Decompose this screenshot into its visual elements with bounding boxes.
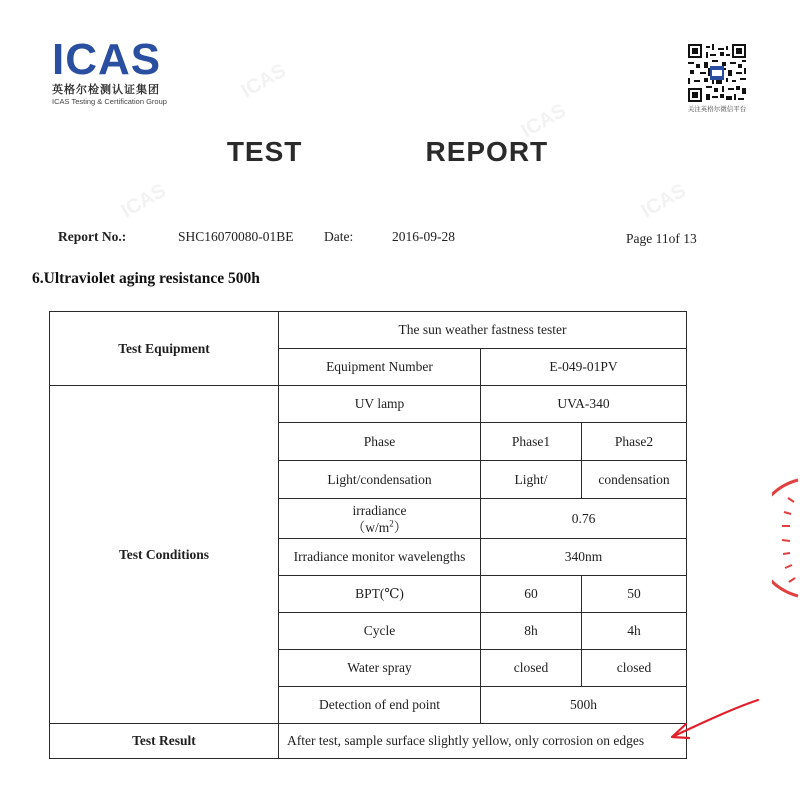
- uv-lamp-label: UV lamp: [279, 386, 481, 423]
- qr-code-icon: [688, 44, 746, 102]
- irradiance-unit-close: ）: [393, 519, 408, 535]
- seal-stamp-icon: [772, 478, 800, 598]
- report-number-label: Report No.:: [58, 229, 127, 244]
- annotation-arrow-icon: [664, 694, 764, 746]
- logo-text: ICAS: [52, 35, 162, 84]
- end-point-label: Detection of end point: [279, 687, 481, 724]
- water-spray-label: Water spray: [279, 650, 481, 687]
- qr-caption: 关注英格尔微信平台: [687, 105, 747, 113]
- company-logo: [52, 35, 167, 106]
- phase2-value: Phase2: [582, 423, 687, 461]
- watermark: ICAS: [117, 179, 170, 223]
- report-number: SHC16070080-01BE: [178, 229, 294, 244]
- test-results-table: [49, 311, 687, 759]
- bpt2-value: 50: [582, 576, 687, 613]
- page-title: TEST REPORT: [226, 136, 549, 167]
- watermark: ICAS: [237, 59, 290, 103]
- light-value: Light/: [481, 461, 582, 499]
- phase1-value: Phase1: [481, 423, 582, 461]
- irradiance-unit-open: （w/m: [351, 519, 390, 535]
- irradiance-label: irradiance: [352, 502, 407, 518]
- conditions-label: Test Conditions: [50, 386, 279, 724]
- bpt-label: BPT(℃): [279, 576, 481, 613]
- equipment-name: The sun weather fastness tester: [279, 312, 687, 349]
- watermark: ICAS: [517, 99, 570, 143]
- cycle2-value: 4h: [582, 613, 687, 650]
- wavelength-label: Irradiance monitor wavelengths: [279, 539, 481, 576]
- result-value: After test, sample surface slightly yellow, only corrosion on edges: [279, 724, 687, 759]
- light-condensation-label: Light/condensation: [279, 461, 481, 499]
- cycle1-value: 8h: [481, 613, 582, 650]
- condensation-value: condensation: [582, 461, 687, 499]
- table-row: [50, 386, 687, 423]
- watermark: ICAS: [637, 179, 690, 223]
- end-point-value: 500h: [481, 687, 687, 724]
- irradiance-label-cell: [279, 499, 481, 539]
- irradiance-unit-sup: 2: [389, 518, 394, 528]
- equipment-number: E-049-01PV: [481, 349, 687, 386]
- water-spray2-value: closed: [582, 650, 687, 687]
- section-heading: 6.Ultraviolet aging resistance 500h: [32, 270, 260, 287]
- uv-lamp-value: UVA-340: [481, 386, 687, 423]
- equipment-number-label: Equipment Number: [279, 349, 481, 386]
- date-label: Date:: [324, 229, 354, 244]
- result-label: Test Result: [50, 724, 279, 759]
- water-spray1-value: closed: [481, 650, 582, 687]
- cycle-label: Cycle: [279, 613, 481, 650]
- logo-english-name: ICAS Testing & Certification Group: [52, 97, 167, 106]
- table-row: [50, 312, 687, 349]
- page-number: Page 11of 13: [626, 231, 697, 246]
- table-row: [50, 724, 687, 759]
- wavelength-value: 340nm: [481, 539, 687, 576]
- irradiance-value: 0.76: [481, 499, 687, 539]
- logo-chinese-name: 英格尔检测认证集团: [52, 83, 160, 96]
- equipment-label: Test Equipment: [50, 312, 279, 386]
- date-value: 2016-09-28: [392, 229, 455, 244]
- bpt1-value: 60: [481, 576, 582, 613]
- phase-label: Phase: [279, 423, 481, 461]
